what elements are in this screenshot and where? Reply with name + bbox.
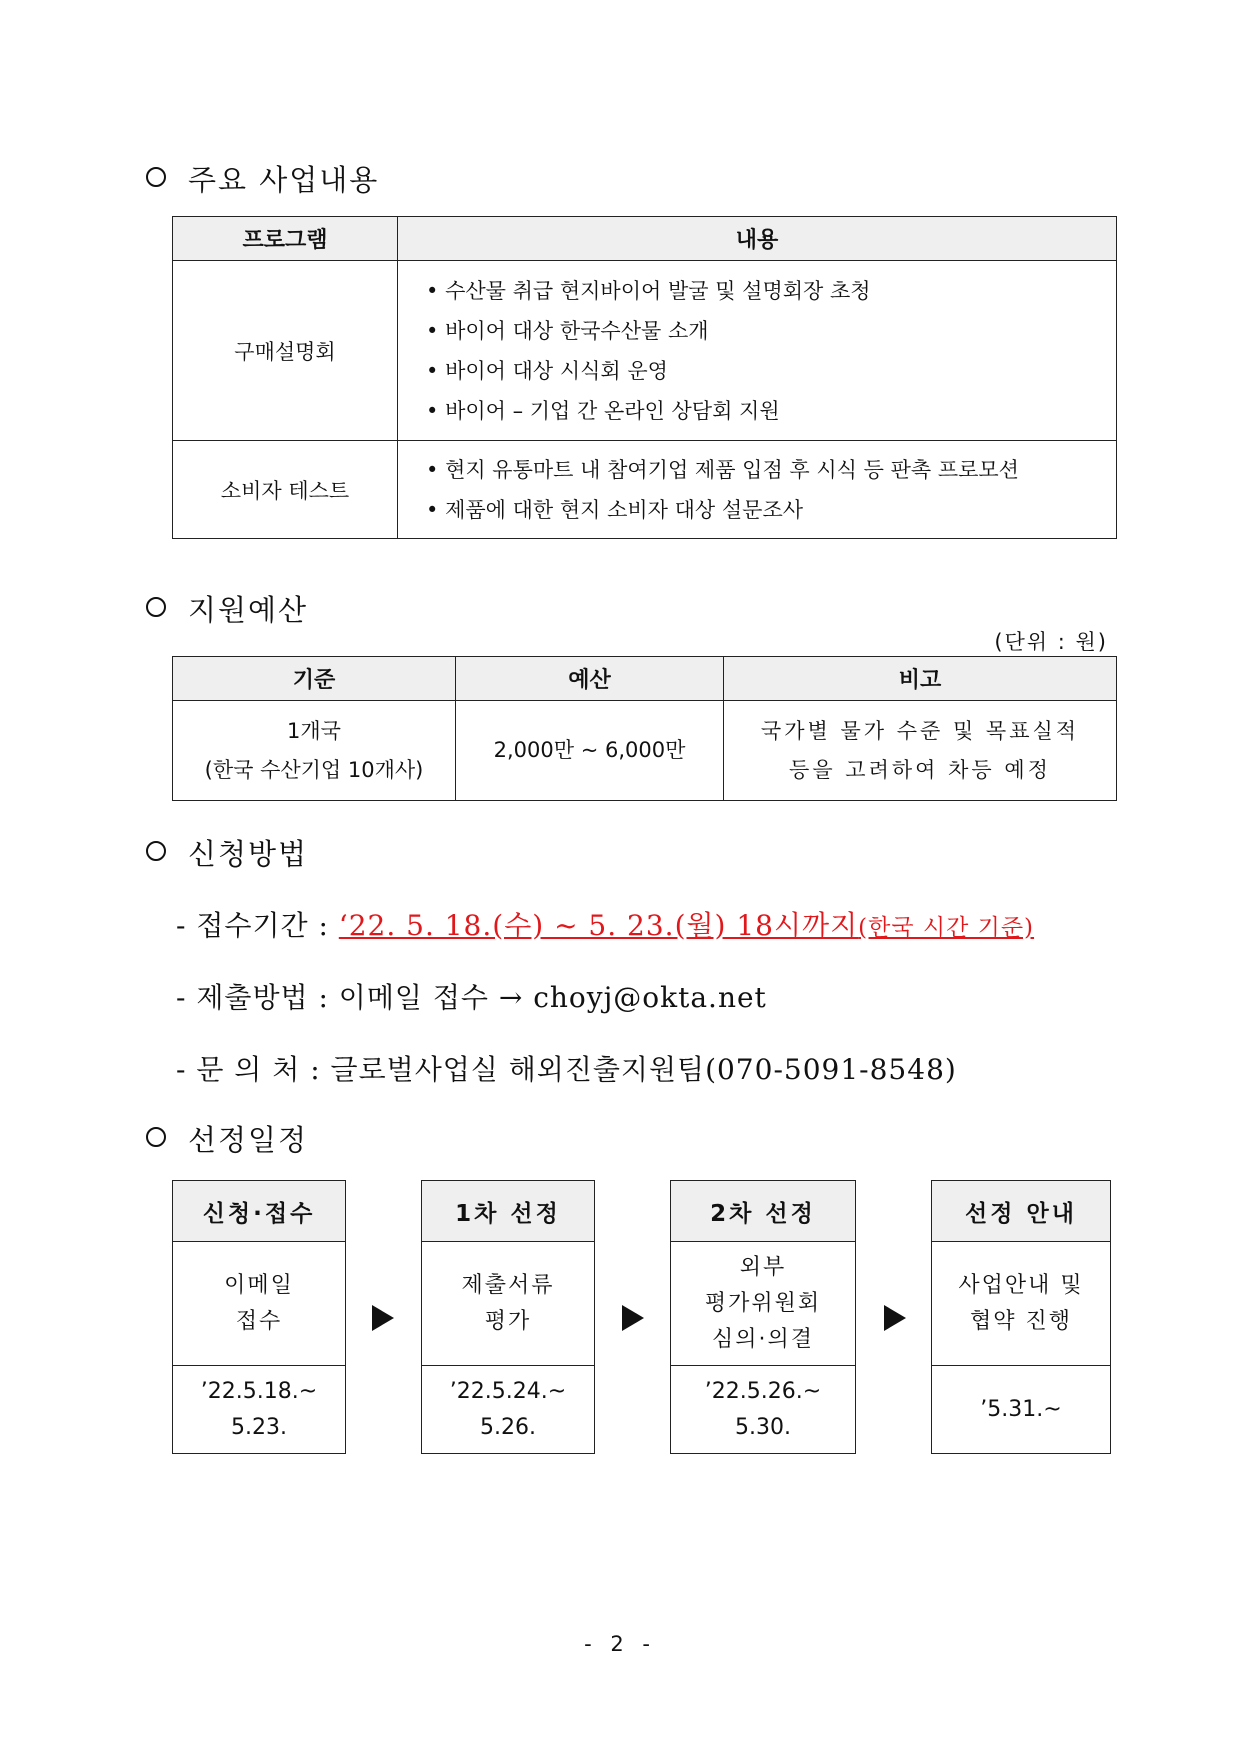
schedule-step (931, 1180, 1111, 1454)
list-item: • 바이어 대상 한국수산물 소개 (426, 311, 1115, 351)
content-cell (398, 261, 1117, 441)
step-date: ’5.31.~ (980, 1396, 1062, 1422)
step-description: 외부 평가위원회 심의·의결 (671, 1242, 855, 1366)
criterion-cell: 1개국 (한국 수산기업 10개사) (173, 701, 456, 801)
triangle-arrow-icon (622, 1305, 644, 1331)
list-item: • 제품에 대한 현지 소비자 대상 설문조사 (426, 490, 1115, 530)
col-header-criterion: 기준 (173, 657, 456, 701)
business-table (172, 216, 1117, 539)
step-date: ’22.5.24.~ 5.26. (449, 1378, 567, 1440)
list-item: • 바이어 대상 시식회 운영 (426, 351, 1115, 391)
list-item: • 수산물 취급 현지바이어 발굴 및 설명회장 초청 (426, 271, 1115, 311)
step-title: 2차 선정 (671, 1181, 855, 1242)
triangle-arrow-icon (372, 1305, 394, 1331)
page-number: - 2 - (584, 1632, 656, 1656)
step-description: 이메일 접수 (173, 1242, 345, 1366)
budget-cell: 2,000만 ~ 6,000만 (456, 701, 724, 801)
program-cell: 구매설명회 (173, 261, 398, 441)
apply-period: - 접수기간 : ‘22. 5. 18.(수) ~ 5. 23.(월) 18시까지(한국 시간 기준) (176, 909, 1035, 942)
list-item: • 현지 유통마트 내 참여기업 제품 입점 후 시식 등 판촉 프로모션 (426, 450, 1115, 490)
table-row (173, 261, 1117, 441)
section-heading-apply: 신청방법 (146, 840, 308, 869)
budget-table (172, 656, 1117, 801)
list-item: • 바이어 – 기업 간 온라인 상담회 지원 (426, 391, 1115, 431)
contact-info: - 문 의 처 : 글로벌사업실 해외진출지원팀(070-5091-8548) (176, 1053, 957, 1086)
col-header-budget: 예산 (456, 657, 724, 701)
schedule-step (172, 1180, 346, 1454)
step-description: 제출서류 평가 (422, 1242, 594, 1366)
schedule-step (670, 1180, 856, 1454)
section-heading-business: 주요 사업내용 (146, 166, 379, 195)
submit-method: - 제출방법 : 이메일 접수 → choyj@okta.net (176, 981, 767, 1014)
step-title: 선정 안내 (932, 1181, 1110, 1242)
step-title: 1차 선정 (422, 1181, 594, 1242)
circle-bullet-icon (146, 597, 166, 617)
circle-bullet-icon (146, 841, 166, 861)
step-title: 신청·접수 (173, 1181, 345, 1242)
step-date: ’22.5.18.~ 5.23. (200, 1378, 318, 1440)
section-heading-budget: 지원예산 (146, 596, 308, 625)
program-cell: 소비자 테스트 (173, 441, 398, 539)
circle-bullet-icon (146, 1127, 166, 1147)
col-header-program: 프로그램 (173, 217, 398, 261)
schedule-step (421, 1180, 595, 1454)
step-description: 사업안내 및 협약 진행 (932, 1242, 1110, 1366)
col-header-note: 비고 (724, 657, 1117, 701)
col-header-content: 내용 (398, 217, 1117, 261)
table-row (173, 701, 1117, 801)
table-row (173, 441, 1117, 539)
triangle-arrow-icon (884, 1305, 906, 1331)
section-heading-schedule: 선정일정 (146, 1126, 308, 1155)
unit-label: (단위 : 원) (994, 630, 1108, 654)
content-cell (398, 441, 1117, 539)
note-cell: 국가별 물가 수준 및 목표실적 등을 고려하여 차등 예정 (724, 701, 1117, 801)
circle-bullet-icon (146, 167, 166, 187)
step-date: ’22.5.26.~ 5.30. (704, 1378, 822, 1440)
period-value: ‘22. 5. 18.(수) ~ 5. 23.(월) 18시까지(한국 시간 기준) (338, 909, 1035, 942)
